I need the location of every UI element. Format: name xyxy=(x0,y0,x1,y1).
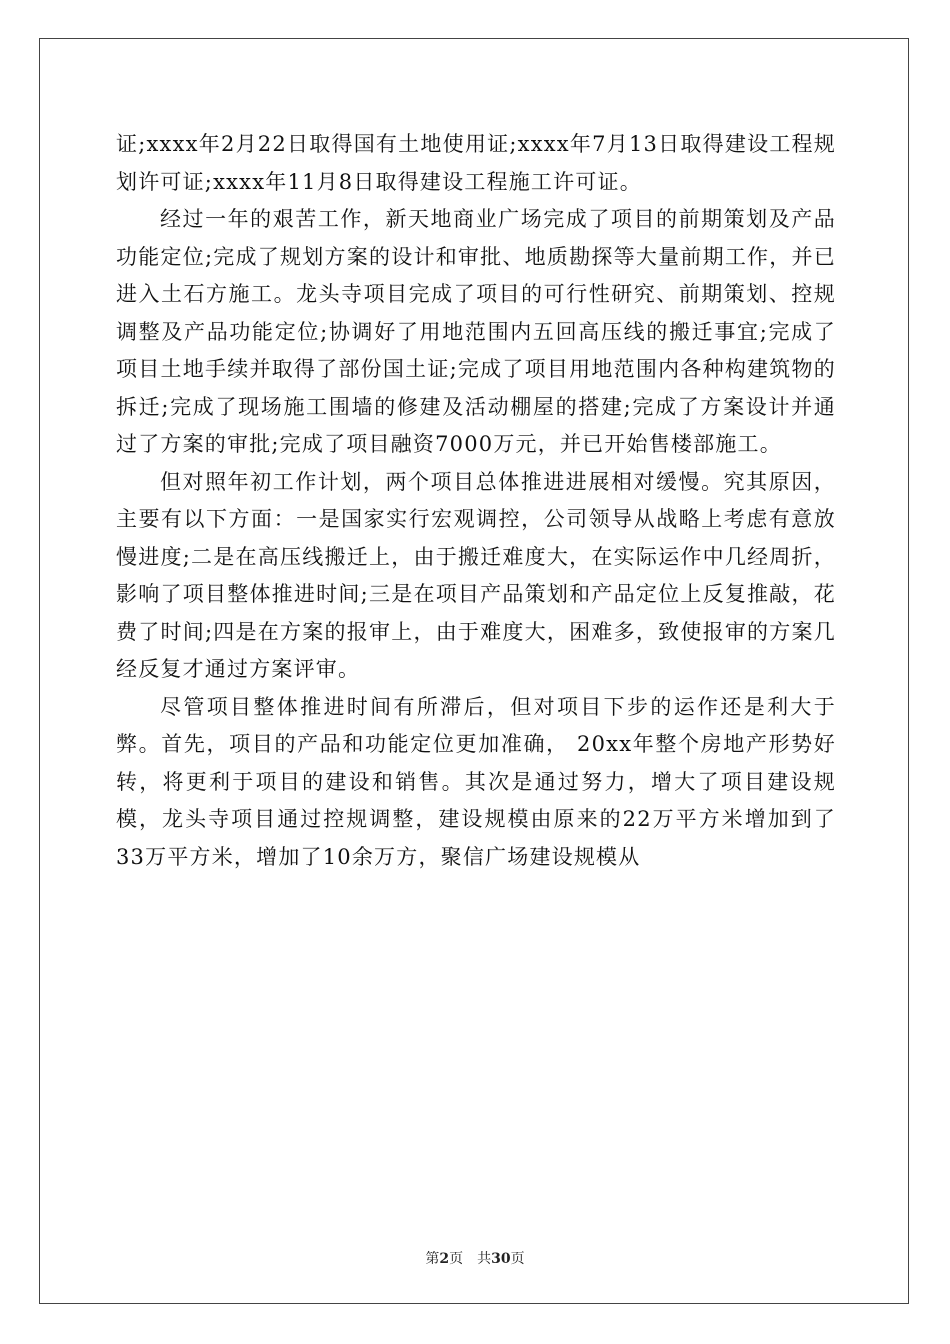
page-prefix: 第 xyxy=(425,1251,440,1267)
page-number: 2 xyxy=(439,1251,450,1267)
paragraph-4: 尽管项目整体推进时间有所滞后，但对项目下步的运作还是利大于弊。首先，项目的产品和功能定位更加准确， 20xx年整个房地产形势好转，将更利于项目的建设和销售。其次是通过努力，增大了项目建设规模，龙头寺项目通过控规调整，建设规模由原来的22万平方米增加到了33万平方米，增加了10余万方，聚信广场建设规模从 xyxy=(116,694,836,869)
page-suffix: 页 xyxy=(449,1251,464,1267)
paragraph-1: 证;xxxx年2月22日取得国有土地使用证;xxxx年7月13日取得建设工程规划许可证;xxxx年11月8日取得建设工程施工许可证。 xyxy=(116,132,836,194)
total-suffix: 页 xyxy=(510,1251,525,1267)
total-prefix: 共 xyxy=(477,1251,492,1267)
page-footer xyxy=(0,1248,950,1268)
total-pages: 30 xyxy=(491,1251,511,1267)
paragraph-2: 经过一年的艰苦工作，新天地商业广场完成了项目的前期策划及产品功能定位;完成了规划方案的设计和审批、地质勘探等大量前期工作，并已进入土石方施工。龙头寺项目完成了项目的可行性研究、前期策划、控规调整及产品功能定位;协调好了用地范围内五回高压线的搬迁事宜;完成了项目土地手续并取得了部份国土证;完成了项目用地范围内各种构建筑物的拆迁;完成了现场施工围墙的修建及活动棚屋的搭建;完成了方案设计并通过了方案的审批;完成了项目融资7000万元，并已开始售楼部施工。 xyxy=(116,207,836,456)
document-body xyxy=(116,126,836,876)
paragraph-3: 但对照年初工作计划，两个项目总体推进进展相对缓慢。究其原因，主要有以下方面：一是国家实行宏观调控，公司领导从战略上考虑有意放慢进度;二是在高压线搬迁上，由于搬迁难度大，在实际运作中几经周折，影响了项目整体推进时间;三是在项目产品策划和产品定位上反复推敲，花费了时间;四是在方案的报审上，由于难度大，困难多，致使报审的方案几经反复才通过方案评审。 xyxy=(116,469,836,681)
